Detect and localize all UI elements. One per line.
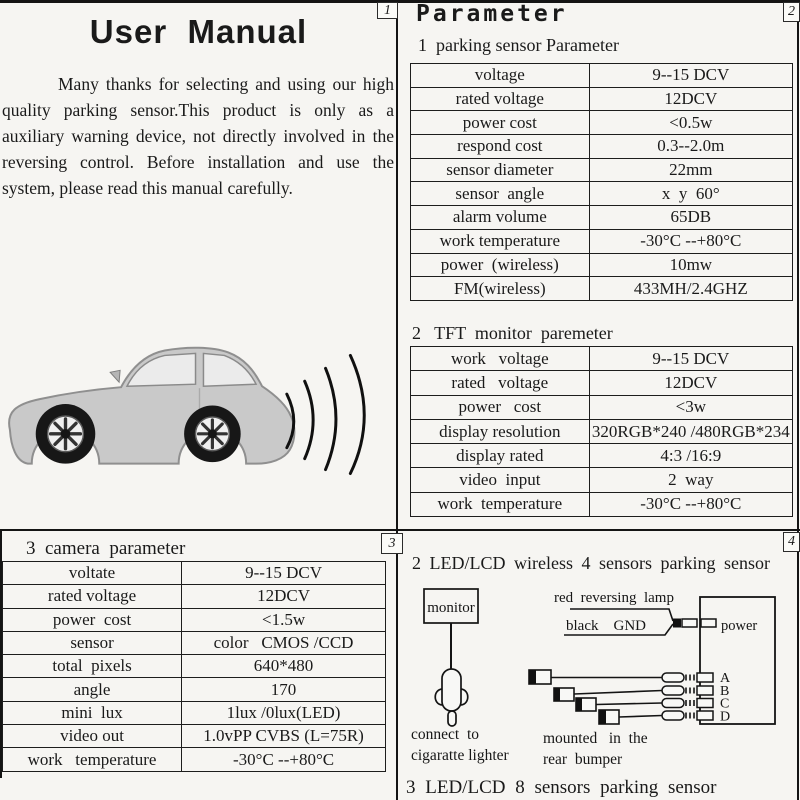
page-number-1: 1 [377,2,398,19]
table-row [411,135,793,159]
table-row [411,229,793,253]
black-wire-label: black GND [566,618,646,634]
param-value-cell: 10mw [589,253,792,277]
power-port [701,619,716,627]
param-label-cell: power cost [3,608,182,631]
table-row [411,158,793,182]
param-value-cell: 12DCV [589,371,792,395]
param-value-cell: 320RGB*240 /480RGB*234 [589,419,792,443]
table-row [411,371,793,395]
param-label-cell: power cost [411,111,590,135]
table-row [411,419,793,443]
param-label-cell: work temperature [411,492,590,516]
param-value-cell: 12DCV [589,87,792,111]
power-label: power [721,618,758,634]
table-row [3,725,386,748]
param-label-cell: voltate [3,562,182,585]
param-label-cell: alarm volume [411,206,590,230]
sensor-plugs [662,673,684,720]
connect-label-line1: connect to [411,726,480,743]
port-label-d: D [720,709,731,725]
param-label-cell: display rated [411,444,590,468]
param-label-cell: sensor [3,631,182,654]
table-row [411,87,793,111]
mounted-label-line1: mounted in the [543,730,648,747]
car-front-wheel [36,404,96,464]
plug-ridges [686,675,694,719]
param-value-cell: 0.3--2.0m [589,135,792,159]
camera-parameter-table [2,561,386,772]
page-right-border [797,0,799,800]
port-label-c: C [720,696,730,712]
param-value-cell: -30°C --+80°C [182,748,386,771]
car-mirror [110,370,120,382]
table-row [3,678,386,701]
param-value-cell: 170 [182,678,386,701]
sensor-waves-icon [287,355,364,473]
param-value-cell: -30°C --+80°C [589,229,792,253]
parameter-page-title: Parameter [416,1,568,27]
param-label-cell: FM(wireless) [411,277,590,301]
user-manual-page [0,0,397,529]
manual-intro-paragraph: Many thanks for selecting and using our high quality parking sensor.This product is only as a auxiliary warning device, not directly involved in the reversing control. Before installation and use the system, please read this manual carefully. [2,74,394,198]
tft-monitor-table-heading: 2 TFT monitor paremeter [412,323,613,343]
param-label-cell: video input [411,468,590,492]
param-label-cell: total pixels [3,655,182,678]
tft-monitor-parameter-table [410,346,793,517]
param-label-cell: power cost [411,395,590,419]
param-label-cell: work voltage [411,347,590,371]
connect-label-line2: cigaratte lighter [411,747,509,764]
port-label-b: B [720,684,730,699]
parking-sensor-table-heading: 1 parking sensor Parameter [418,35,619,55]
table-row [411,64,793,88]
param-value-cell: <1.5w [182,608,386,631]
param-value-cell: <0.5w [589,111,792,135]
param-label-cell: display resolution [411,419,590,443]
param-value-cell: 1lux /0lux(LED) [182,701,386,724]
param-label-cell: power (wireless) [411,253,590,277]
param-label-cell: rated voltage [411,87,590,111]
cigarette-lighter-plug-icon [435,669,468,726]
table-row [3,655,386,678]
param-value-cell: color CMOS /CCD [182,631,386,654]
camera-table-heading: 3 camera parameter [26,538,186,559]
page-number-3: 3 [381,533,403,554]
camera-parameter-page [0,531,396,800]
monitor-label: monitor [427,600,475,616]
param-label-cell: work temperature [411,229,590,253]
param-value-cell: x y 60° [589,182,792,206]
param-label-cell: video out [3,725,182,748]
table-row [411,253,793,277]
param-value-cell: 65DB [589,206,792,230]
param-value-cell: 9--15 DCV [182,562,386,585]
param-value-cell: 9--15 DCV [589,347,792,371]
param-value-cell: -30°C --+80°C [589,492,792,516]
param-value-cell: 22mm [589,158,792,182]
parking-sensor-parameter-table [410,63,793,301]
param-label-cell: angle [3,678,182,701]
param-label-cell: work temperature [3,748,182,771]
table-row [411,444,793,468]
param-label-cell: respond cost [411,135,590,159]
table-row [3,562,386,585]
param-label-cell: voltage [411,64,590,88]
power-plug-tip [673,619,681,628]
power-plug [682,619,697,627]
table-row [411,277,793,301]
param-label-cell: sensor diameter [411,158,590,182]
table-row [411,492,793,516]
table-row [411,395,793,419]
table-row [411,347,793,371]
table-row [3,748,386,771]
table-row [411,206,793,230]
param-label-cell: rated voltage [3,585,182,608]
param-value-cell: 433MH/2.4GHZ [589,277,792,301]
param-value-cell: 1.0vPP CVBS (L=75R) [182,725,386,748]
table-row [411,182,793,206]
table-row [3,701,386,724]
param-label-cell: rated voltage [411,371,590,395]
param-label-cell: sensor angle [411,182,590,206]
table-row [411,468,793,492]
table-row [3,585,386,608]
wiring-section-heading: 2 LED/LCD wireless 4 sensors parking sensor [412,553,770,573]
manual-title: User Manual [89,13,308,50]
port-label-a: A [720,671,731,686]
page-number-4: 4 [783,532,800,552]
param-value-cell: 640*480 [182,655,386,678]
param-label-cell: mini lux [3,701,182,724]
car-rear-wheel [184,406,241,463]
param-value-cell: 9--15 DCV [589,64,792,88]
param-value-cell: <3w [589,395,792,419]
table-row [3,631,386,654]
car-illustration [0,312,397,512]
page-number-2: 2 [783,2,800,22]
wiring-diagram-page [398,531,797,800]
table-row [3,608,386,631]
param-value-cell: 4:3 /16:9 [589,444,792,468]
mounted-label-line2: rear bumper [543,751,623,768]
param-value-cell: 12DCV [182,585,386,608]
next-section-heading: 3 LED/LCD 8 sensors parking sensor [406,777,717,798]
red-wire-label: red reversing lamp [554,590,674,606]
table-row [411,111,793,135]
parameter-page [398,0,797,529]
param-value-cell: 2 way [589,468,792,492]
